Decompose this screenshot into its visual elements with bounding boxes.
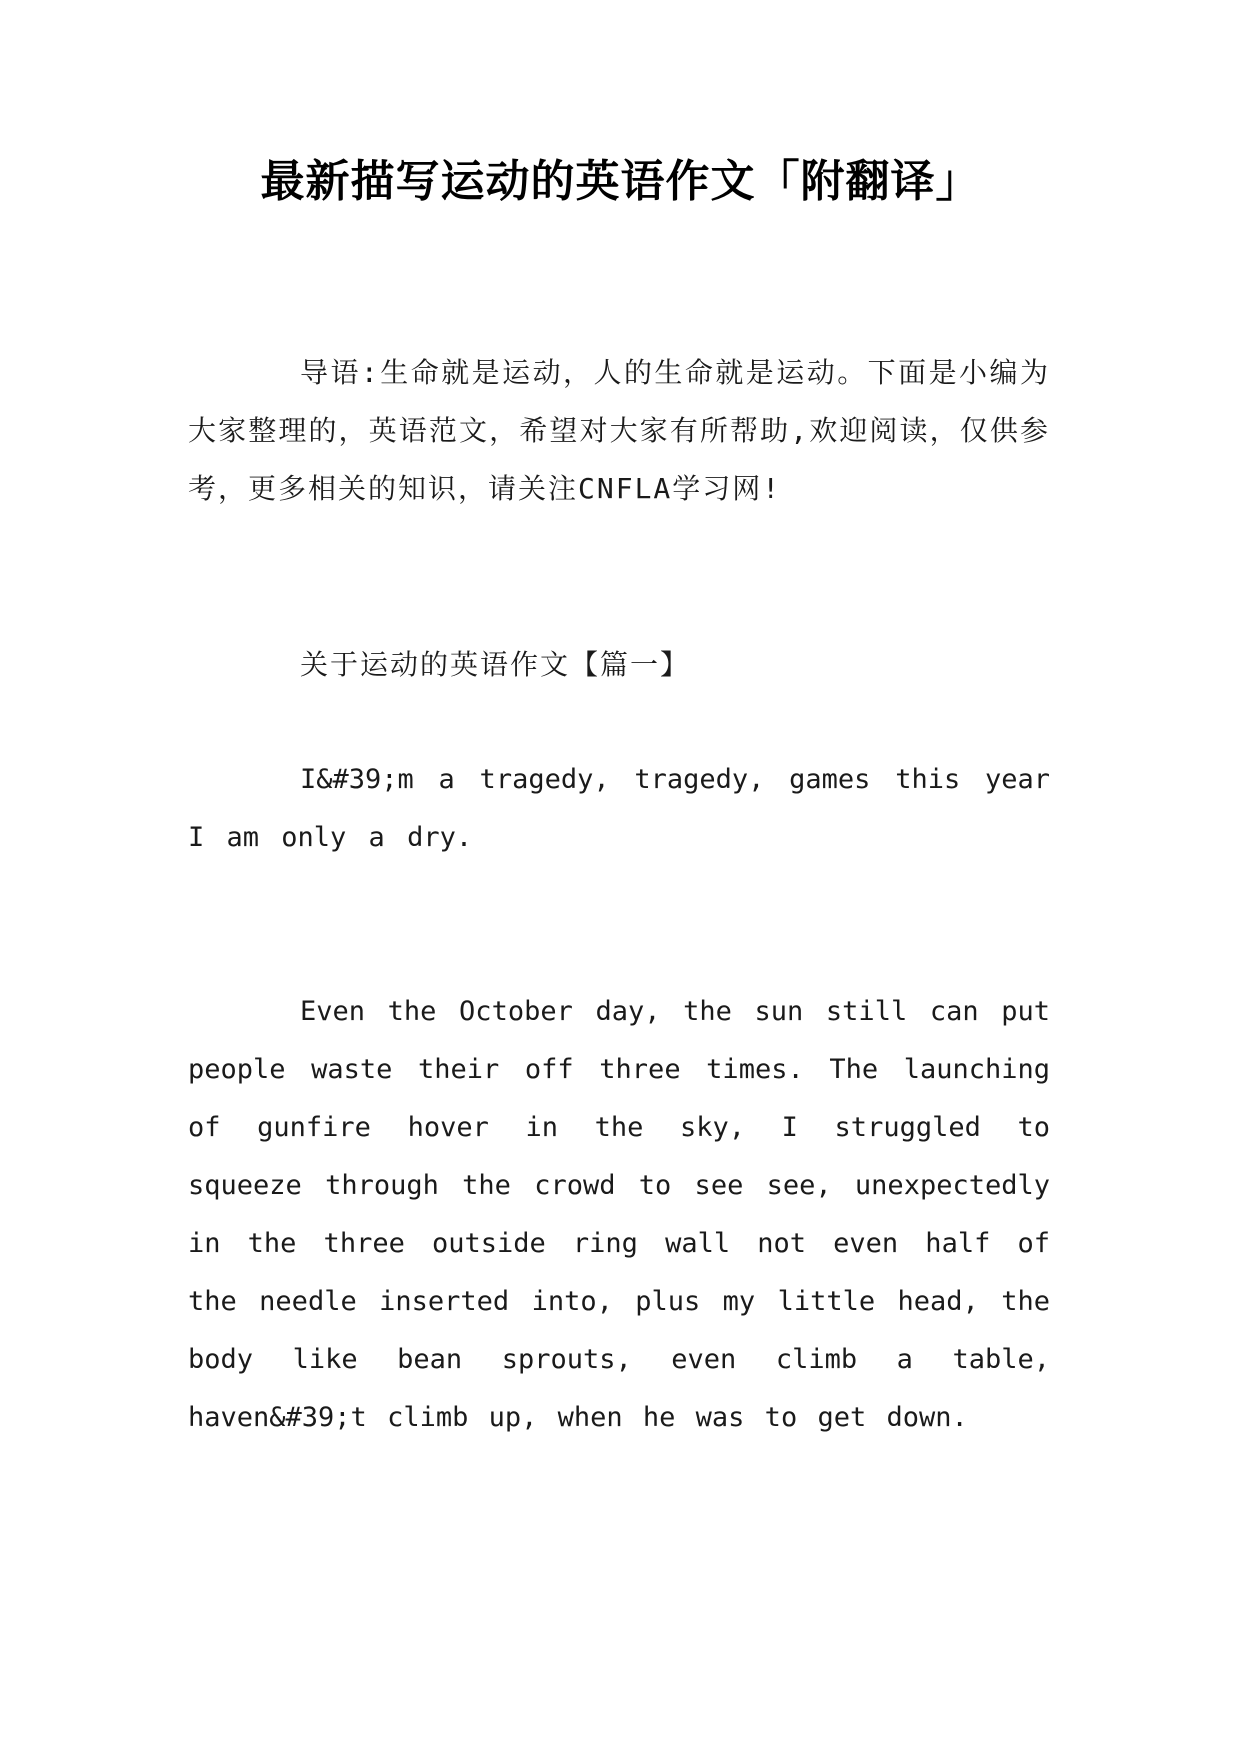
body-paragraph-2: Even the October day, the sun still can put people waste their off three times. The launching of gunfire hover in the sky, I struggled to squeeze through the crowd to see see, unexpectedly in the three outside ring wall not even half of the needle inserted into, plus my little head, the body like bean sprouts, even climb a table, haven&#39;t climb up, when he was to get down.: [188, 996, 1050, 1433]
section-heading: 关于运动的英语作文【篇一】: [300, 648, 691, 681]
body-paragraph-1: I&#39;m a tragedy, tragedy, games this year I am only a dry.: [188, 764, 1050, 853]
document-title: 最新描写运动的英语作文「附翻译」: [260, 156, 981, 207]
intro-paragraph: 导语:生命就是运动，人的生命就是运动。下面是小编为大家整理的，英语范文，希望对大家有所帮助,欢迎阅读，仅供参考，更多相关的知识，请关注CNFLA学习网!: [188, 356, 1050, 505]
